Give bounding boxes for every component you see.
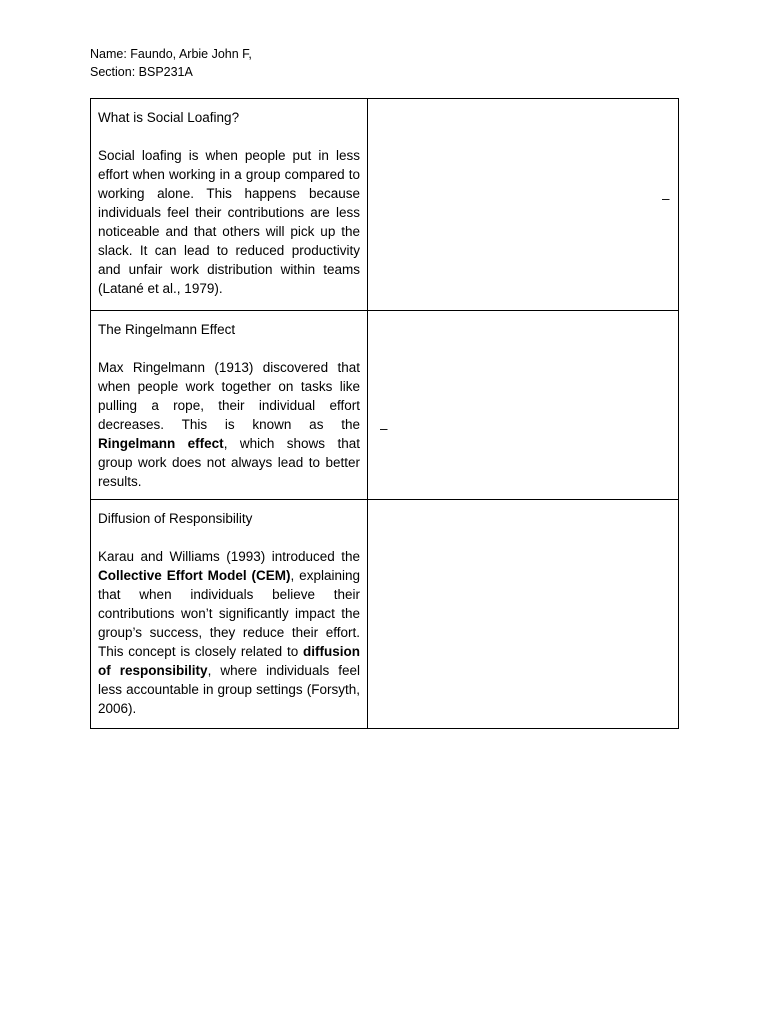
answer-text: –: [662, 191, 670, 206]
bold-term: diffusion of responsibility: [98, 644, 360, 678]
topic-title: Diffusion of Responsibility: [98, 511, 253, 526]
document-header: [90, 45, 252, 81]
student-name: Name: Faundo, Arbie John F,: [90, 47, 252, 61]
notes-table: [90, 98, 679, 729]
body-text: , which shows that group work does not always lead to better results.: [98, 436, 360, 489]
table-row: [91, 99, 679, 311]
body-text: Max Ringelmann (1913) discovered that when people work together on tasks like pulling a rope, their individual effort decreases. This is known as the: [98, 360, 360, 432]
bold-term: Ringelmann effect: [98, 436, 224, 451]
topic-cell: [91, 500, 368, 729]
answer-cell: [368, 500, 679, 729]
topic-cell: [91, 311, 368, 500]
topic-body: [98, 358, 360, 491]
answer-cell: [368, 99, 679, 311]
table-row: [91, 500, 679, 729]
table-row: [91, 311, 679, 500]
body-text: , explaining that when individuals believe their contributions won’t significantly impact the group’s success, they reduce their effort. This concept is closely related to: [98, 568, 360, 659]
body-text: Social loafing is when people put in less effort when working in a group compared to working alone. This happens because individuals feel their contributions are less noticeable and that others will pick up the slack. It can lead to reduced productivity and unfair work distribution within teams (Latané et al., 1979).: [98, 148, 360, 296]
topic-body: [98, 547, 360, 718]
answer-text: –: [380, 421, 388, 436]
answer-cell: [368, 311, 679, 500]
topic-body: [98, 146, 360, 298]
body-text: Karau and Williams (1993) introduced the: [98, 549, 360, 564]
topic-cell: [91, 99, 368, 311]
student-section: Section: BSP231A: [90, 65, 193, 79]
topic-title: What is Social Loafing?: [98, 110, 240, 125]
topic-title: The Ringelmann Effect: [98, 322, 236, 337]
bold-term: Collective Effort Model (CEM): [98, 568, 291, 583]
body-text: , where individuals feel less accountable in group settings (Forsyth, 2006).: [98, 663, 361, 716]
